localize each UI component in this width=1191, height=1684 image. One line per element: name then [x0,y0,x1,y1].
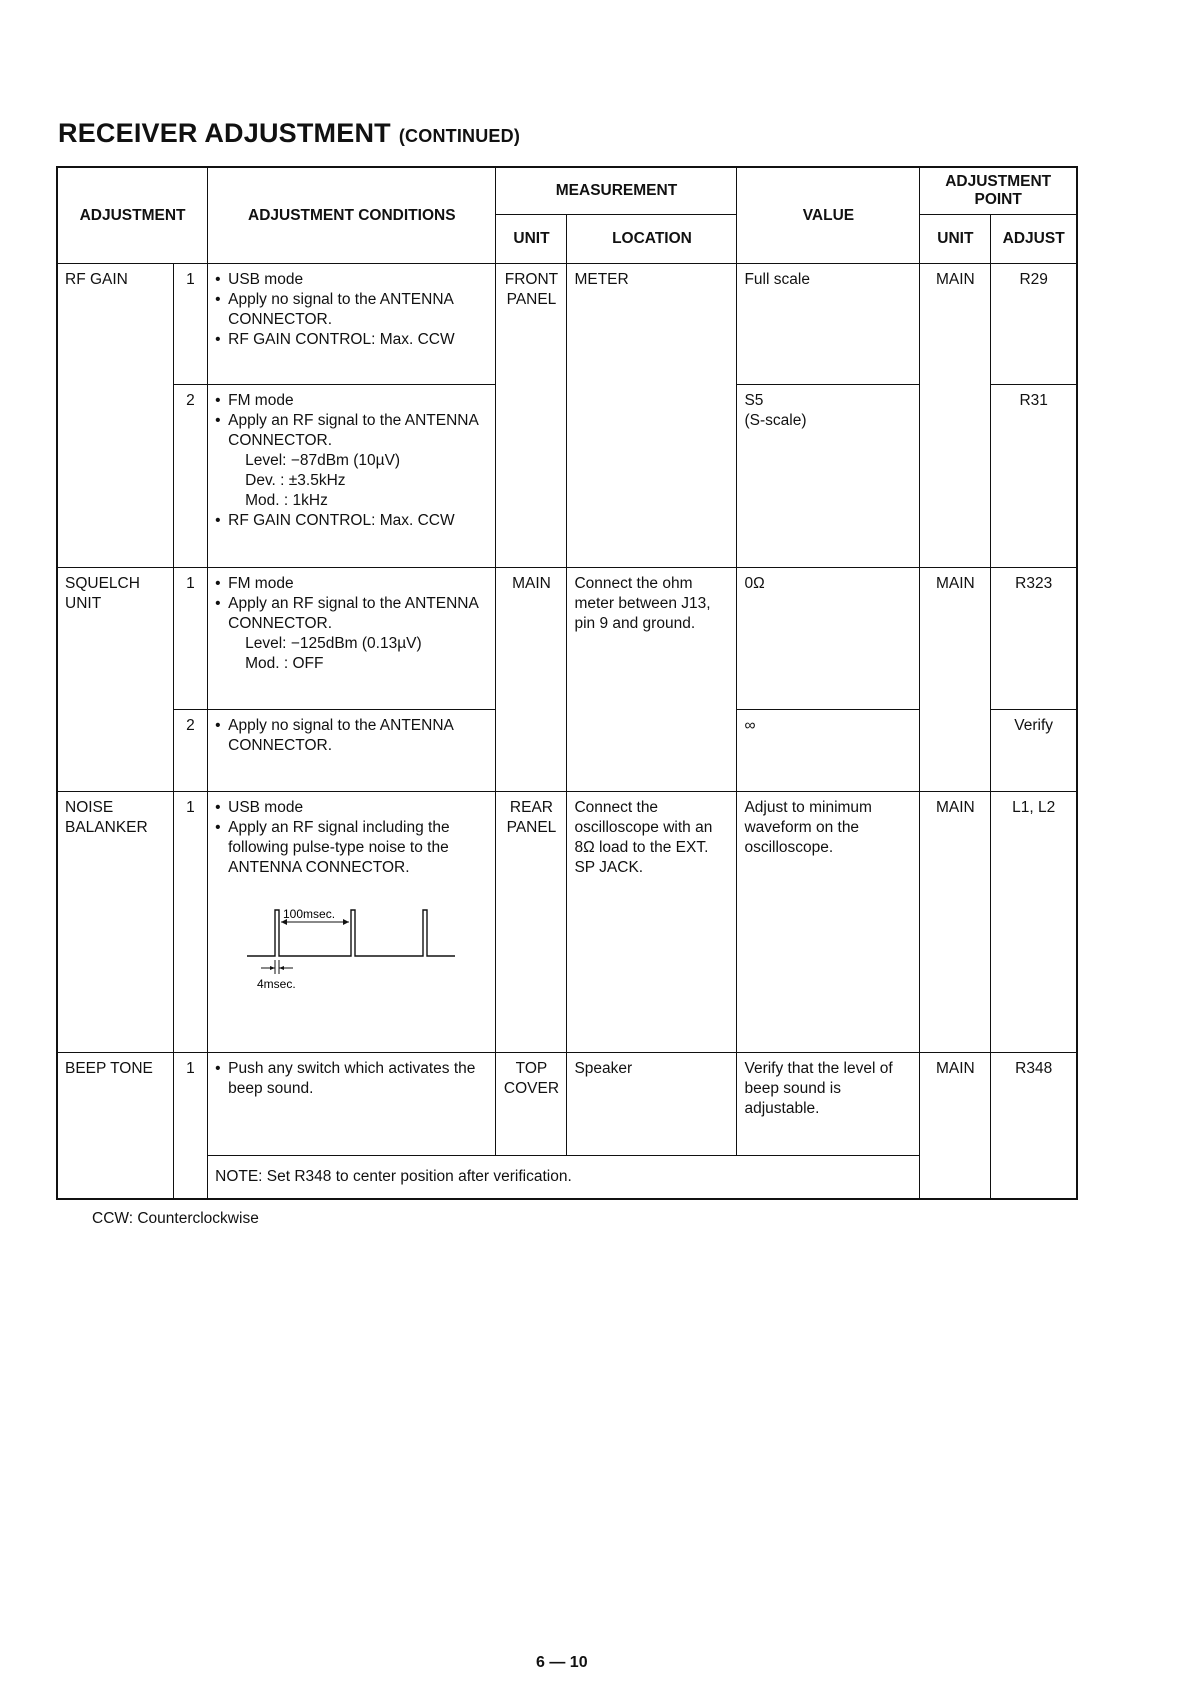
squelch-step1-adjust: R323 [991,568,1077,710]
beep-meas-unit: TOP COVER [496,1052,567,1155]
list-item: • Apply an RF signal to the ANTENNA CONNECTOR. [215,411,488,451]
rf-gain-label: RF GAIN [57,264,173,568]
beep-note: NOTE: Set R348 to center position after verification. [208,1156,920,1199]
beep-conditions [208,1052,496,1155]
page-number: 6 — 10 [536,1654,588,1671]
table-row [57,264,1077,385]
noise-label: NOISE BALANKER [57,792,173,1053]
rf-gain-location: METER [567,264,737,568]
noise-location: Connect the oscilloscope with an 8Ω load to the EXT. SP JACK. [567,792,737,1053]
squelch-step1-value: 0Ω [737,568,920,710]
header-adjustment: ADJUSTMENT [57,167,208,264]
value-line: (S-scale) [744,412,807,430]
list-item: • Push any switch which activates the beep sound. [215,1059,488,1099]
rf-gain-step1-adjust: R29 [991,264,1077,385]
header-measurement: MEASUREMENT [496,167,737,214]
sub-line: Level: −125dBm (0.13µV) [245,635,422,653]
noise-value: Adjust to minimum waveform on the oscilloscope. [737,792,920,1053]
beep-location: Speaker [567,1052,737,1155]
pulse-period-label: 100msec. [283,907,336,922]
header-ap-adjust: ADJUST [991,214,1077,264]
beep-label: BEEP TONE [57,1052,173,1199]
sub-line: Mod. : OFF [245,655,324,673]
header-adjustment-point: ADJUSTMENT POINT [920,167,1077,214]
beep-adjust: R348 [991,1052,1077,1199]
step-number: 1 [173,792,207,1053]
list-item: • RF GAIN CONTROL: Max. CCW [215,511,488,531]
sub-line: Level: −87dBm (10µV) [245,452,401,470]
value-line: S5 [744,392,764,410]
header-meas-location: LOCATION [567,214,737,264]
title-suffix: (CONTINUED) [398,126,521,146]
step-number: 1 [173,264,207,385]
sub-line: Dev. : ±3.5kHz [245,472,346,490]
step-number: 1 [173,1052,207,1199]
list-item: • Apply an RF signal to the ANTENNA CONNECTOR. [215,594,488,634]
noise-meas-unit: REAR PANEL [496,792,567,1053]
squelch-location: Connect the ohm meter between J13, pin 9 and ground. [567,568,737,792]
list-item: • Apply no signal to the ANTENNA CONNECTOR. [215,290,488,330]
rf-gain-meas-unit: FRONT PANEL [496,264,567,568]
list-item: • USB mode [215,798,488,818]
step-number: 1 [173,568,207,710]
header-value: VALUE [737,167,920,264]
rf-gain-step2-conditions [208,385,496,568]
adjustment-table [56,166,1078,1200]
rf-gain-step2-value [737,385,920,568]
noise-conditions [208,792,496,1053]
pulse-noise-diagram [243,902,463,992]
rf-gain-step2-adjust: R31 [991,385,1077,568]
squelch-label: SQUELCH UNIT [57,568,173,792]
list-item: • Apply an RF signal including the following pulse-type noise to the ANTENNA CONNECTOR. [215,818,488,878]
rf-gain-step1-value: Full scale [737,264,920,385]
squelch-step1-conditions [208,568,496,710]
noise-ap-unit: MAIN [920,792,991,1053]
list-item: • USB mode [215,270,488,290]
rf-gain-ap-unit: MAIN [920,264,991,568]
sub-line: Mod. : 1kHz [245,492,328,510]
list-item: • Apply no signal to the ANTENNA CONNECTOR. [215,716,488,756]
page-title: RECEIVER ADJUSTMENT (CONTINUED) [58,118,521,148]
noise-adjust: L1, L2 [991,792,1077,1053]
pulse-width-label: 4msec. [257,977,296,992]
squelch-meas-unit: MAIN [496,568,567,792]
step-number: 2 [173,710,207,792]
header-conditions: ADJUSTMENT CONDITIONS [208,167,496,264]
squelch-ap-unit: MAIN [920,568,991,792]
rf-gain-step1-conditions [208,264,496,385]
header-meas-unit: UNIT [496,214,567,264]
beep-value: Verify that the level of beep sound is adjustable. [737,1052,920,1155]
squelch-step2-conditions [208,710,496,792]
header-ap-unit: UNIT [920,214,991,264]
squelch-step2-adjust: Verify [991,710,1077,792]
footnote: CCW: Counterclockwise [92,1210,259,1227]
step-number: 2 [173,385,207,568]
list-item: • FM mode [215,391,488,411]
beep-ap-unit: MAIN [920,1052,991,1199]
table-row [57,568,1077,710]
table-row [57,792,1077,1053]
squelch-step2-value: ∞ [737,710,920,792]
list-item: • FM mode [215,574,488,594]
table-row [57,1052,1077,1155]
list-item: • RF GAIN CONTROL: Max. CCW [215,330,488,350]
